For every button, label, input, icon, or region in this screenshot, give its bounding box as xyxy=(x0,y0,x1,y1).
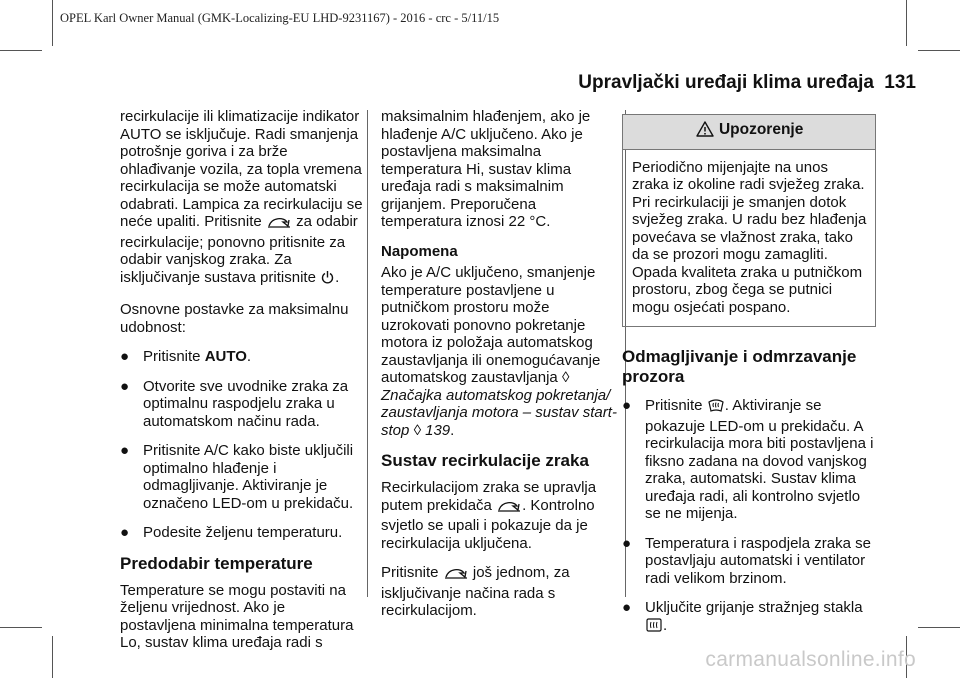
bullet-dot: ● xyxy=(120,442,130,459)
rear-window-heat-icon xyxy=(646,618,662,638)
text: . Kontrolno svjetlo se upali i pokazuje da je recirkulacija uključena. xyxy=(381,496,595,552)
paragraph xyxy=(120,108,365,289)
text: . xyxy=(663,616,668,634)
power-icon xyxy=(321,270,334,290)
cross-reference-page[interactable]: ◊ 139 xyxy=(413,421,451,439)
text: za odabir recirkulacije; ponovno pritisnite za odabir vanjskog zraka. Za isključivanje sustava pritisnite xyxy=(120,213,358,286)
crop-mark xyxy=(918,50,960,51)
list-item xyxy=(622,535,876,588)
paragraph: Temperature se mogu postaviti na željenu vrijednost. Ako je postavljena minimalna temperatura Lo, sustav klima uređaja radi s xyxy=(120,581,354,651)
page-number: 131 xyxy=(884,72,916,93)
bullet-dot: ● xyxy=(622,534,632,552)
crop-mark xyxy=(918,627,960,628)
watermark: carmanualsonline.info xyxy=(705,648,916,671)
paragraph xyxy=(381,564,619,620)
document-meta: OPEL Karl Owner Manual (GMK-Localizing-EU LHD-9231167) - 2016 - crc - 5/11/15 xyxy=(60,11,500,25)
warning-triangle-icon xyxy=(696,121,714,142)
list-item xyxy=(622,397,876,523)
button-label-auto: AUTO xyxy=(204,348,247,365)
list-item xyxy=(120,378,365,431)
warning-title: Upozorenje xyxy=(718,121,804,138)
crop-mark xyxy=(52,636,53,678)
text: Otvorite sve uvodnike zraka za optimalnu raspodjelu zraka u automatskom načinu rada. xyxy=(143,377,349,430)
paragraph: maksimalnim hlađenjem, ako je hlađenje A/C uključeno. Ako je postavljena maksimalna temperatura Hi, sustav klima uređaja radi s maksimalnim grijanjem. Preporučena temperatura iznosi 22 °C. xyxy=(381,108,591,230)
text: Ako je A/C uključeno, smanjenje temperature postavljene u putničkom prostoru može uzrokovati ponovno pokretanje motora iz položaja automatskog zaustavljanja ili onemogućavanje automatskog zaustavljanja xyxy=(381,264,601,386)
section-heading-defog: Odmagljivanje i odmrzavanje prozora xyxy=(622,347,857,386)
column-left xyxy=(120,108,365,664)
bullet-dot: ● xyxy=(120,524,130,541)
list-item xyxy=(120,442,365,512)
text: Pritisnite xyxy=(381,564,439,581)
text: Pritisnite xyxy=(143,348,205,365)
text: . Aktiviranje se pokazuje LED-om u prekidaču. A recirkulacija mora biti postavljena i fiksno zadana na dovod vanjskog zraka, automatski. Sustav klima uređaja radi, ali kontrolno svjetlo se ne mijenja. xyxy=(645,397,874,522)
list-item xyxy=(120,348,365,366)
text: još jednom, za isključivanje načina rada s recirkulacijom. xyxy=(381,564,570,619)
recirculation-icon xyxy=(267,215,291,234)
crop-mark xyxy=(906,0,907,46)
section-heading-recirculation: Sustav recirkulacije zraka xyxy=(381,451,589,470)
text: Podesite željenu temperaturu. xyxy=(143,524,343,541)
column-middle xyxy=(381,108,619,632)
list-item xyxy=(120,524,365,542)
warning-box xyxy=(622,114,876,327)
text: Temperatura i raspodjela zraka se postavljaju automatski i ventilator radi velikom brzinom. xyxy=(645,534,871,587)
text: recirkulacije ili klimatizacije indikator AUTO se isključuje. Radi smanjenja potrošnje goriva i za brže ohlađivanje vozila, za topla vremena recirkulacija se može automatski odabrati. Lampica za recirkulaciju se neće upaliti. Pritisnite xyxy=(120,108,363,230)
paragraph: Osnovne postavke za maksimalnu udobnost: xyxy=(120,301,349,336)
windshield-defrost-icon xyxy=(708,398,724,418)
bullet-dot: ● xyxy=(622,397,632,414)
text: Recirkulacijom zraka se upravlja putem prekidača xyxy=(381,479,597,514)
text: . xyxy=(450,421,455,439)
bullet-dot: ● xyxy=(622,599,632,616)
text: . xyxy=(246,348,252,365)
paragraph xyxy=(381,479,619,552)
bullet-dot: ● xyxy=(120,377,130,395)
text: . xyxy=(335,268,340,286)
bullet-dot: ● xyxy=(120,348,130,365)
note-title: Napomena xyxy=(381,242,458,260)
text: Pritisnite xyxy=(645,397,703,414)
note-text xyxy=(381,264,619,439)
text: Pritisnite A/C kako biste uključili optimalno hlađenje i odmagljivanje. Aktiviranje je označeno LED-om u prekidaču. xyxy=(143,442,354,512)
list-item xyxy=(622,599,876,637)
crop-mark xyxy=(0,627,42,628)
recirculation-icon xyxy=(497,499,521,518)
crop-mark xyxy=(52,0,53,46)
recirculation-icon xyxy=(444,566,468,585)
page-title: Upravljački uređaji klima uređaja xyxy=(578,72,874,93)
crop-mark xyxy=(0,50,42,51)
warning-text: Periodično mijenjajte na unos zraka iz okoline radi svježeg zraka. Pri recirkulaciji je smanjen dotok svježeg zraka. U radu bez hlađenja povećava se vlažnost zraka, tako da se prozori mogu zamagliti. Opada kvaliteta zraka u putničkom prostoru, zbog čega se putnici mogu osjećati pospano. xyxy=(632,158,867,316)
column-divider xyxy=(367,110,368,597)
text: Uključite grijanje stražnjeg stakla xyxy=(645,599,863,616)
section-heading-preset: Predodabir temperature xyxy=(120,553,313,573)
cross-reference-link[interactable]: Značajka automatskog pokretanja/ zaustavljanja motora – sustav start-stop xyxy=(381,386,617,439)
warning-header xyxy=(623,115,875,150)
reference-arrow-icon: ◊ xyxy=(561,369,570,386)
column-right xyxy=(622,108,876,649)
